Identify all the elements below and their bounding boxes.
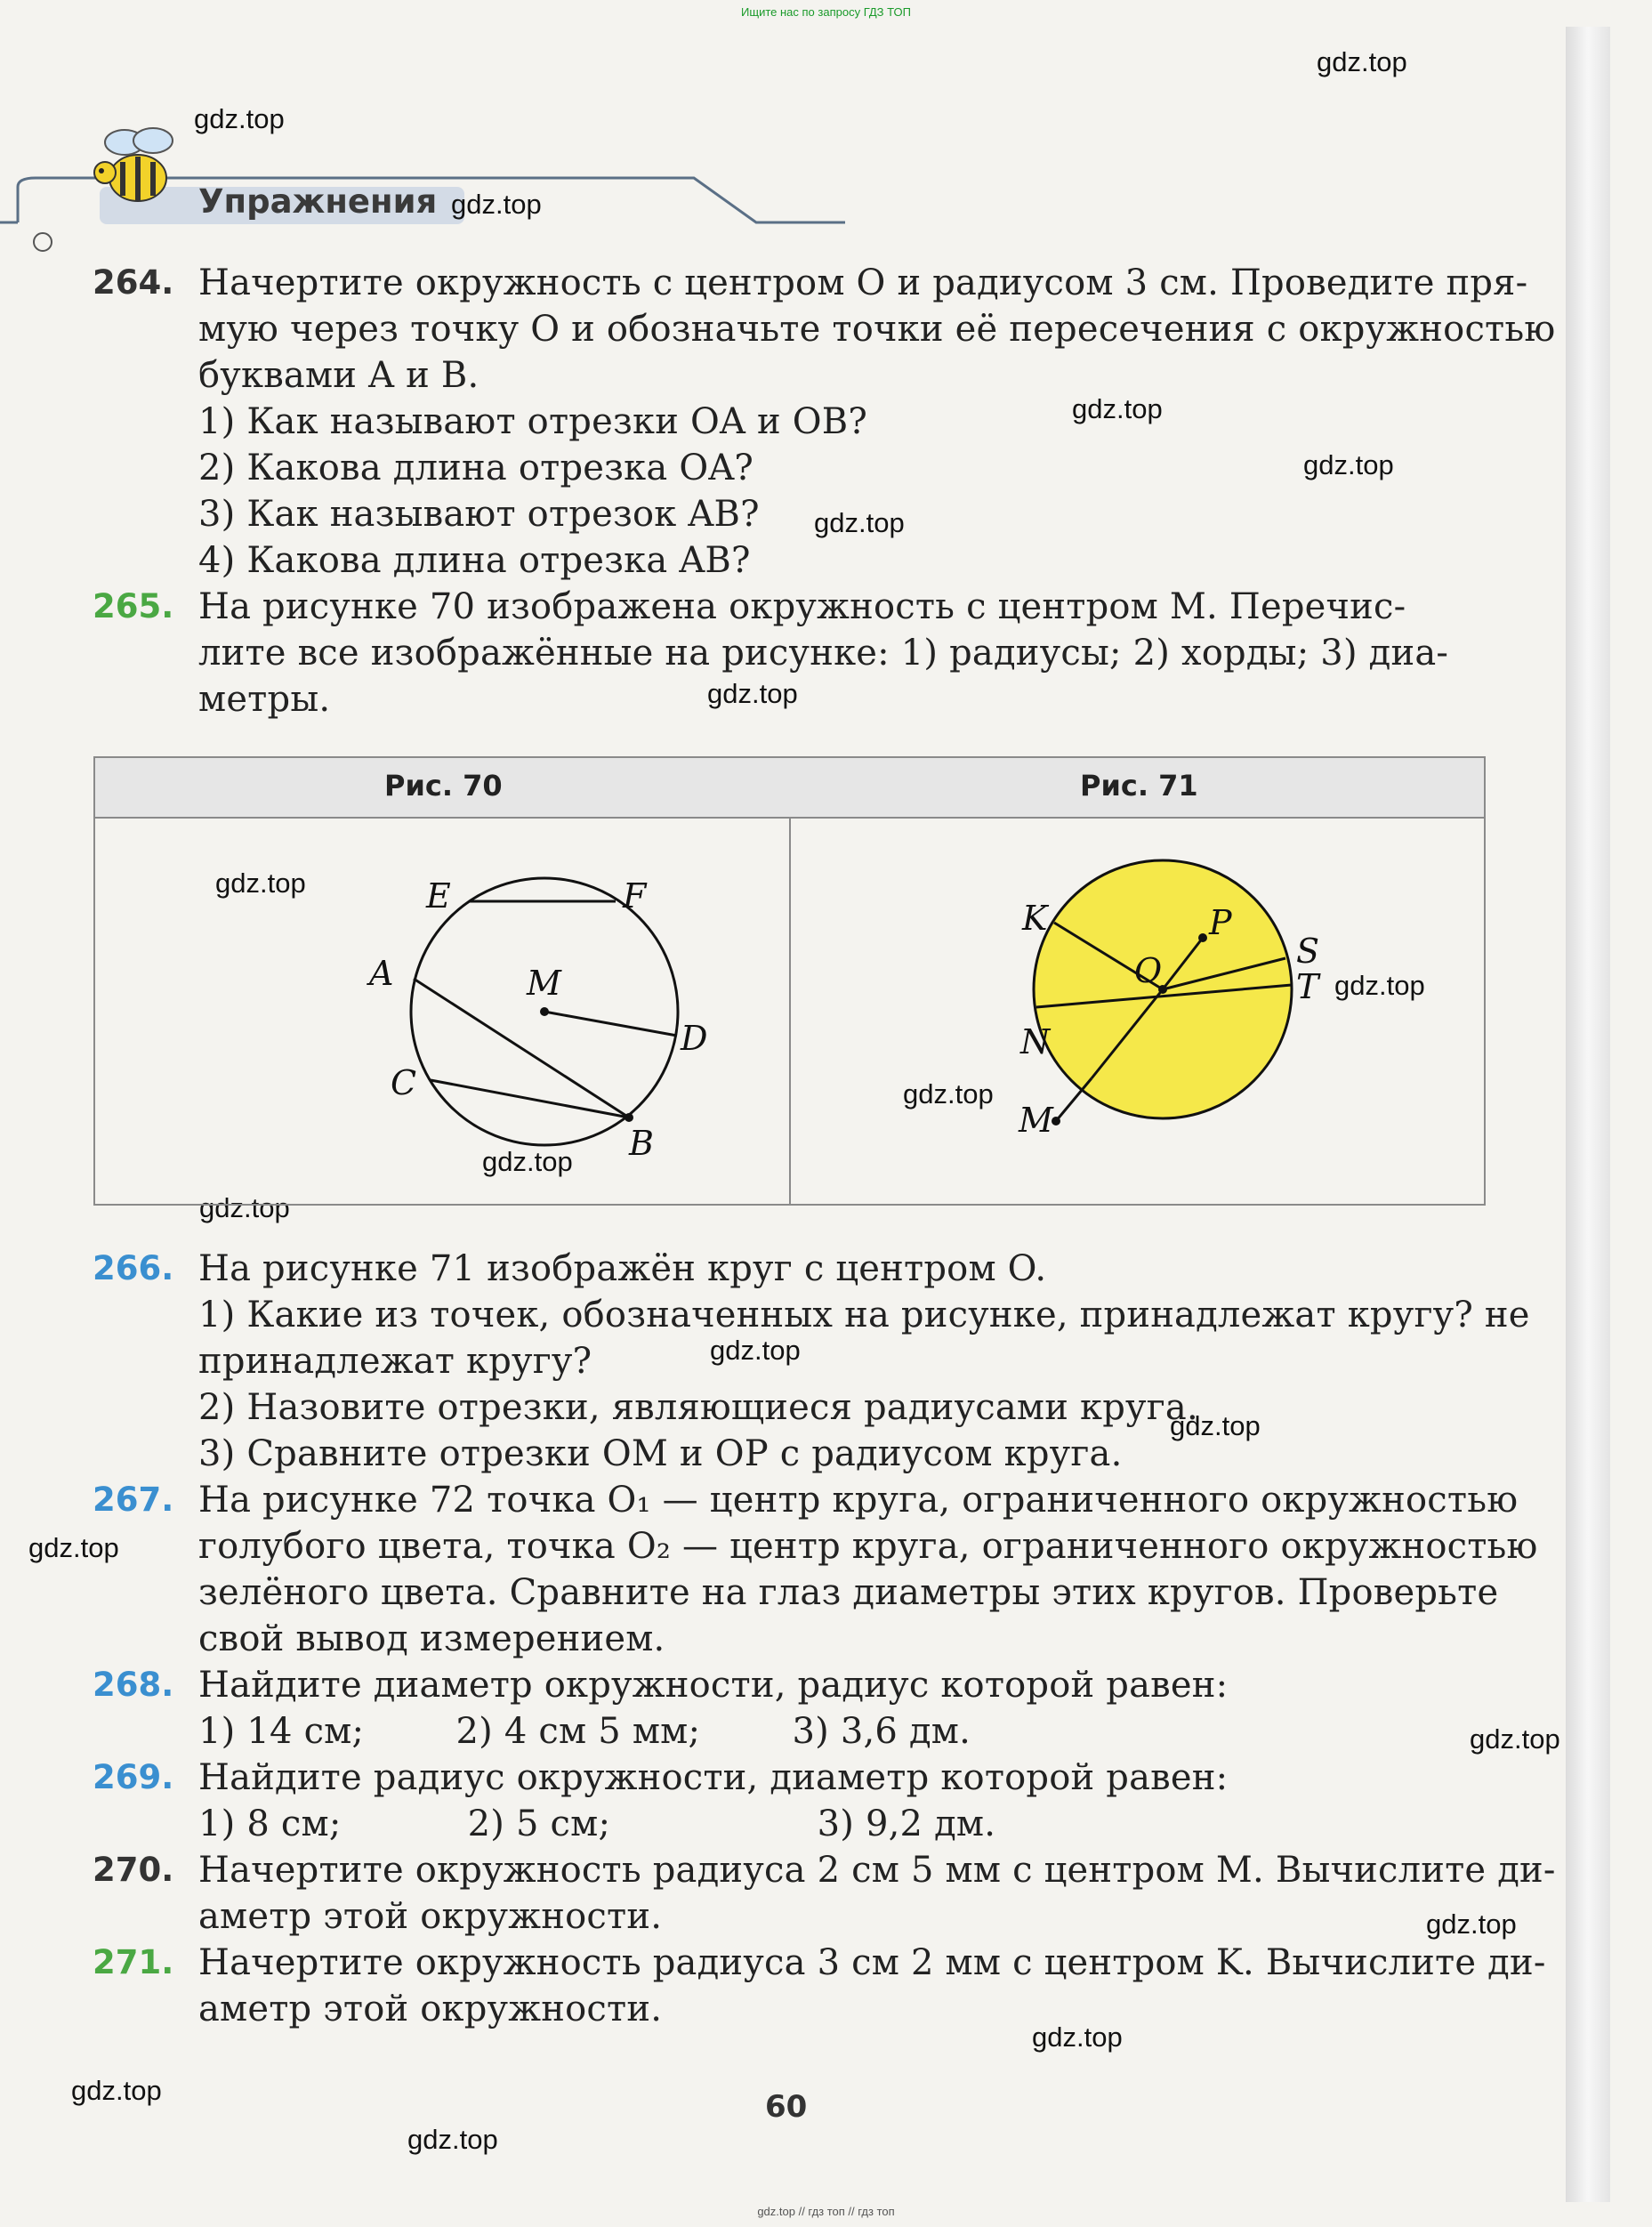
watermark: gdz.top <box>1170 1410 1261 1441</box>
watermark: gdz.top <box>451 189 542 220</box>
exercise-text-line: Найдите диаметр окружности, радиус которой равен: <box>198 1665 1229 1706</box>
exercise-text-line: На рисунке 71 изображён круг с центром O. <box>198 1248 1047 1289</box>
point-label: S <box>1296 932 1320 971</box>
exercise-number: 268. <box>93 1666 174 1704</box>
point-label: D <box>681 1019 708 1058</box>
watermark: gdz.top <box>199 1192 290 1223</box>
point-label: N <box>1020 1022 1051 1061</box>
figure-caption: Рис. 70 <box>384 769 503 803</box>
exercise-text-line: принадлежат кругу? <box>198 1341 592 1382</box>
figure-71 <box>985 838 1430 1194</box>
watermark: gdz.top <box>71 2075 162 2106</box>
exercise-text-line: буквами A и B. <box>198 355 479 396</box>
exercise-text-line: метры. <box>198 679 331 720</box>
section-title: Упражнения <box>198 182 438 221</box>
bee-icon <box>89 116 187 222</box>
exercise-text-line: голубого цвета, точка O₂ — центр круга, ограниченного окружностью <box>198 1526 1538 1567</box>
exercise-number: 269. <box>93 1758 174 1796</box>
watermark: gdz.top <box>1032 2021 1123 2053</box>
point-label: C <box>391 1063 417 1102</box>
point-label: K <box>1022 899 1048 938</box>
point-label: A <box>369 954 394 993</box>
watermark: gdz.top <box>28 1532 119 1563</box>
point-label: B <box>629 1124 654 1163</box>
exercise-number: 265. <box>93 587 174 625</box>
exercise-text-line: свой вывод измерением. <box>198 1618 665 1659</box>
exercise-number: 270. <box>93 1851 174 1889</box>
bottom-note: gdz.top // гдз топ // гдз топ <box>757 2205 895 2218</box>
exercise-text-line: 4) Какова длина отрезка AB? <box>198 540 751 581</box>
page-number: 60 <box>765 2089 808 2125</box>
page-edge-shadow <box>1566 27 1610 2202</box>
watermark: gdz.top <box>1317 46 1407 77</box>
exercise-text-line: Начертите окружность с центром O и радиусом 3 см. Проведите пря- <box>198 262 1528 303</box>
point-label: T <box>1296 967 1319 1006</box>
figures-box <box>93 756 1486 1206</box>
watermark: gdz.top <box>215 867 306 899</box>
figure-caption: Рис. 71 <box>1080 769 1198 803</box>
exercise-text-line: 3) Сравните отрезки OM и OP с радиусом круга. <box>198 1433 1123 1474</box>
watermark: gdz.top <box>707 678 798 709</box>
exercise-text-line: 1) Какие из точек, обозначенных на рисунке, принадлежат кругу? не <box>198 1295 1530 1335</box>
exercise-text-line: Начертите окружность радиуса 2 см 5 мм с центром M. Вычислите ди- <box>198 1850 1556 1891</box>
exercise-text-line: На рисунке 72 точка O₁ — центр круга, ограниченного окружностью <box>198 1480 1519 1521</box>
watermark: gdz.top <box>407 2124 498 2155</box>
watermark: gdz.top <box>1426 1908 1517 1940</box>
watermark: gdz.top <box>1470 1723 1560 1755</box>
point-label: M <box>527 964 561 1003</box>
watermark: gdz.top <box>194 103 285 134</box>
exercise-text-line: мую через точку O и обозначьте точки её пересечения с окружностью <box>198 309 1556 350</box>
point-label: E <box>426 876 451 916</box>
exercise-number: 267. <box>93 1481 174 1519</box>
point-label: P <box>1209 903 1232 942</box>
exercise-text-line: 2) Какова длина отрезка OA? <box>198 448 754 488</box>
exercise-number: 271. <box>93 1943 174 1981</box>
exercise-text-line: На рисунке 70 изображена окружность с центром M. Перечис- <box>198 586 1406 627</box>
figure-70 <box>255 838 753 1185</box>
exercise-text-line: 3) Как называют отрезок AB? <box>198 494 760 535</box>
exercise-text-line: Найдите радиус окружности, диаметр которой равен: <box>198 1757 1229 1798</box>
exercise-text-line: аметр этой окружности. <box>198 1896 663 1937</box>
watermark: gdz.top <box>482 1146 573 1177</box>
watermark: gdz.top <box>1334 970 1425 1001</box>
exercise-text-line: 1) Как называют отрезки OA и OB? <box>198 401 867 442</box>
exercise-text-line: зелёного цвета. Сравните на глаз диаметры этих кругов. Проверьте <box>198 1572 1499 1613</box>
exercise-text-line: 1) 14 см; 2) 4 см 5 мм; 3) 3,6 дм. <box>198 1711 971 1752</box>
watermark: gdz.top <box>710 1335 801 1366</box>
exercise-text-line: 2) Назовите отрезки, являющиеся радиусами круга. <box>198 1387 1198 1428</box>
watermark: gdz.top <box>814 507 905 538</box>
exercise-number: 264. <box>93 263 174 302</box>
exercise-text-line: лите все изображённые на рисунке: 1) радиусы; 2) хорды; 3) диа- <box>198 633 1449 674</box>
exercise-text-line: Начертите окружность радиуса 3 см 2 мм с центром K. Вычислите ди- <box>198 1942 1546 1983</box>
point-label: M <box>1019 1101 1053 1140</box>
point-label: O <box>1134 951 1163 990</box>
watermark: gdz.top <box>1303 449 1394 480</box>
exercise-text-line: аметр этой окружности. <box>198 1989 663 2029</box>
watermark: gdz.top <box>903 1078 994 1109</box>
watermark: gdz.top <box>1072 393 1163 424</box>
exercise-text-line: 1) 8 см; 2) 5 см; 3) 9,2 дм. <box>198 1803 996 1844</box>
top-note: Ищите нас по запросу ГДЗ ТОП <box>741 5 911 19</box>
point-label: F <box>623 876 647 916</box>
exercise-number: 266. <box>93 1249 174 1287</box>
